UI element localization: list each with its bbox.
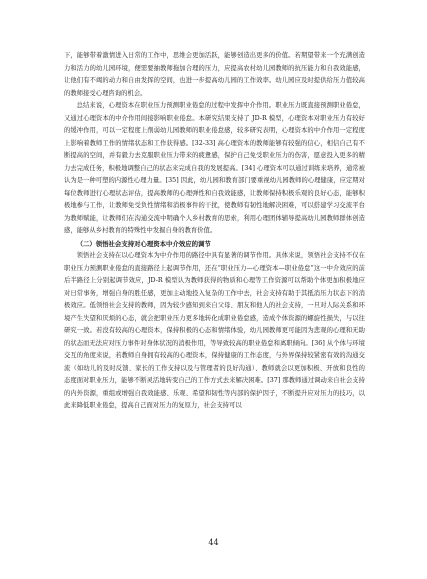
section-heading: （二）领悟社会支持对心理资本中介效应的调节	[76, 239, 211, 248]
paragraph-social-support: 领悟社会支持在以心理资本为中介作用的路径中具有显著的调节作用。具体来说，领悟社会支持不仅在职业压力预测职业倦怠的直接路径上起调节作用，还在“职业压力—心理资本—职业倦怠”这一中介效应的前后半路径上分别起调节效应，JD-R 模型认为教师获得的物质和心理等工作资源可以帮助个体更加积极地应对日常事务，增强自身的胜任感，更加主动地投入复杂的工作中去，社会支持有助于其抵消压力状态下的消极效应。低领悟社会支持的教师，因为较少感知到来自父母、朋友和他人的社会支持，一旦对人际关系和环境产生失望和厌烦的心态，就会把职业压力更多地转化成职业倦怠感，造成个体资源的螺旋性损失，与以往研究一致。若没有较高的心理资本，保持积极的心态和情绪体验，幼儿园教师更可能因为悲观的心理和无助的状态而无法应对压力事件对身体状况的消极作用，等导致较高的职业倦怠和离职倾向。[36] 从个体与环境交互的角度来说，若教师自身拥有较高的心理资本，保持健康的工作态度，与外界保持较紧密有效的沟通交流（如幼儿的及时反馈、家长的工作支持以及与管理者的良好沟通）、教师就会以更加积极、开放和良性的态度面对职业压力，能够不断灵活地转变自己的工作方式去来解决困难。[37] 那教师通过调动来自社会支持的内外资源，重组或增强自我效能感、乐观、希望和韧性等内部的保护因子，不断提升应对压力的技巧，以此来降低职业倦怠，提高自己面对压力的复原力，社会支持可以	[64, 252, 365, 409]
page-body	[64, 50, 365, 413]
paragraph-summary: 总结来说，心理资本在职业压力预测职业倦怠的过程中发挥中介作用。职业压力既直接预测职业倦怠，又通过心理资本的中介作用间接影响职业倦怠。本研究结果支持了 JD-R 模型，心理资本对职业压力有较好的缓冲作用，可以一定程度上削弱幼儿园教师的职业倦怠感，较多研究表明，心理资本的中介作用一定程度上影响着教师工作的情绪状态和工作获得感。[32-33] 高心理资本的教师能够有较强的信心，相信自己有不断提高的空间，并有毅力去克服职业压力带来的疲惫感，保护自己免受职业压力的伤害，愿意投入更多的精力去完成任务，积极地调整自己的状态来完成自我的发展提高。[34] 心理资本可以通过训练来培养，通常被认为是一种可塑的内源性心理力量。[35] 因此，幼儿园和教育部门要重视幼儿园教师的心理健康，应定期对每位教师进行心理状态评估，提高教师的心理弹性和自我效能感，让教师保持积极乐观的良好心态，能够积极地参与工作，让教师免受负性情绪和消极事件的干扰，使教师有韧性地解决困难，可以搭建学习交流平台为教师赋能，让教师们在沟通交流中明确个人乡村教育的思索，利用心理团体辅导提高幼儿园教师群体创造感，能够从乡村教育的特殊性中发掘自身的教育价值。	[64, 102, 365, 234]
page-number: 44	[208, 538, 219, 547]
paragraph-continuation: 下，能够带着激情进入日常的工作中，思维会更加活跃，能够创造出更多的价值。若期望带来一个充满创造力和活力的幼儿园环境，便需要抽教师拖加合理的压力，应提高农村幼儿园教师的抗压能力和自我效能感，让他们有不竭的动力和自由发挥的空间，也进一步提高幼儿园的工作效率。幼儿园应及时提供给压力值较高的教师接受心理咨询的机会。	[64, 52, 365, 97]
